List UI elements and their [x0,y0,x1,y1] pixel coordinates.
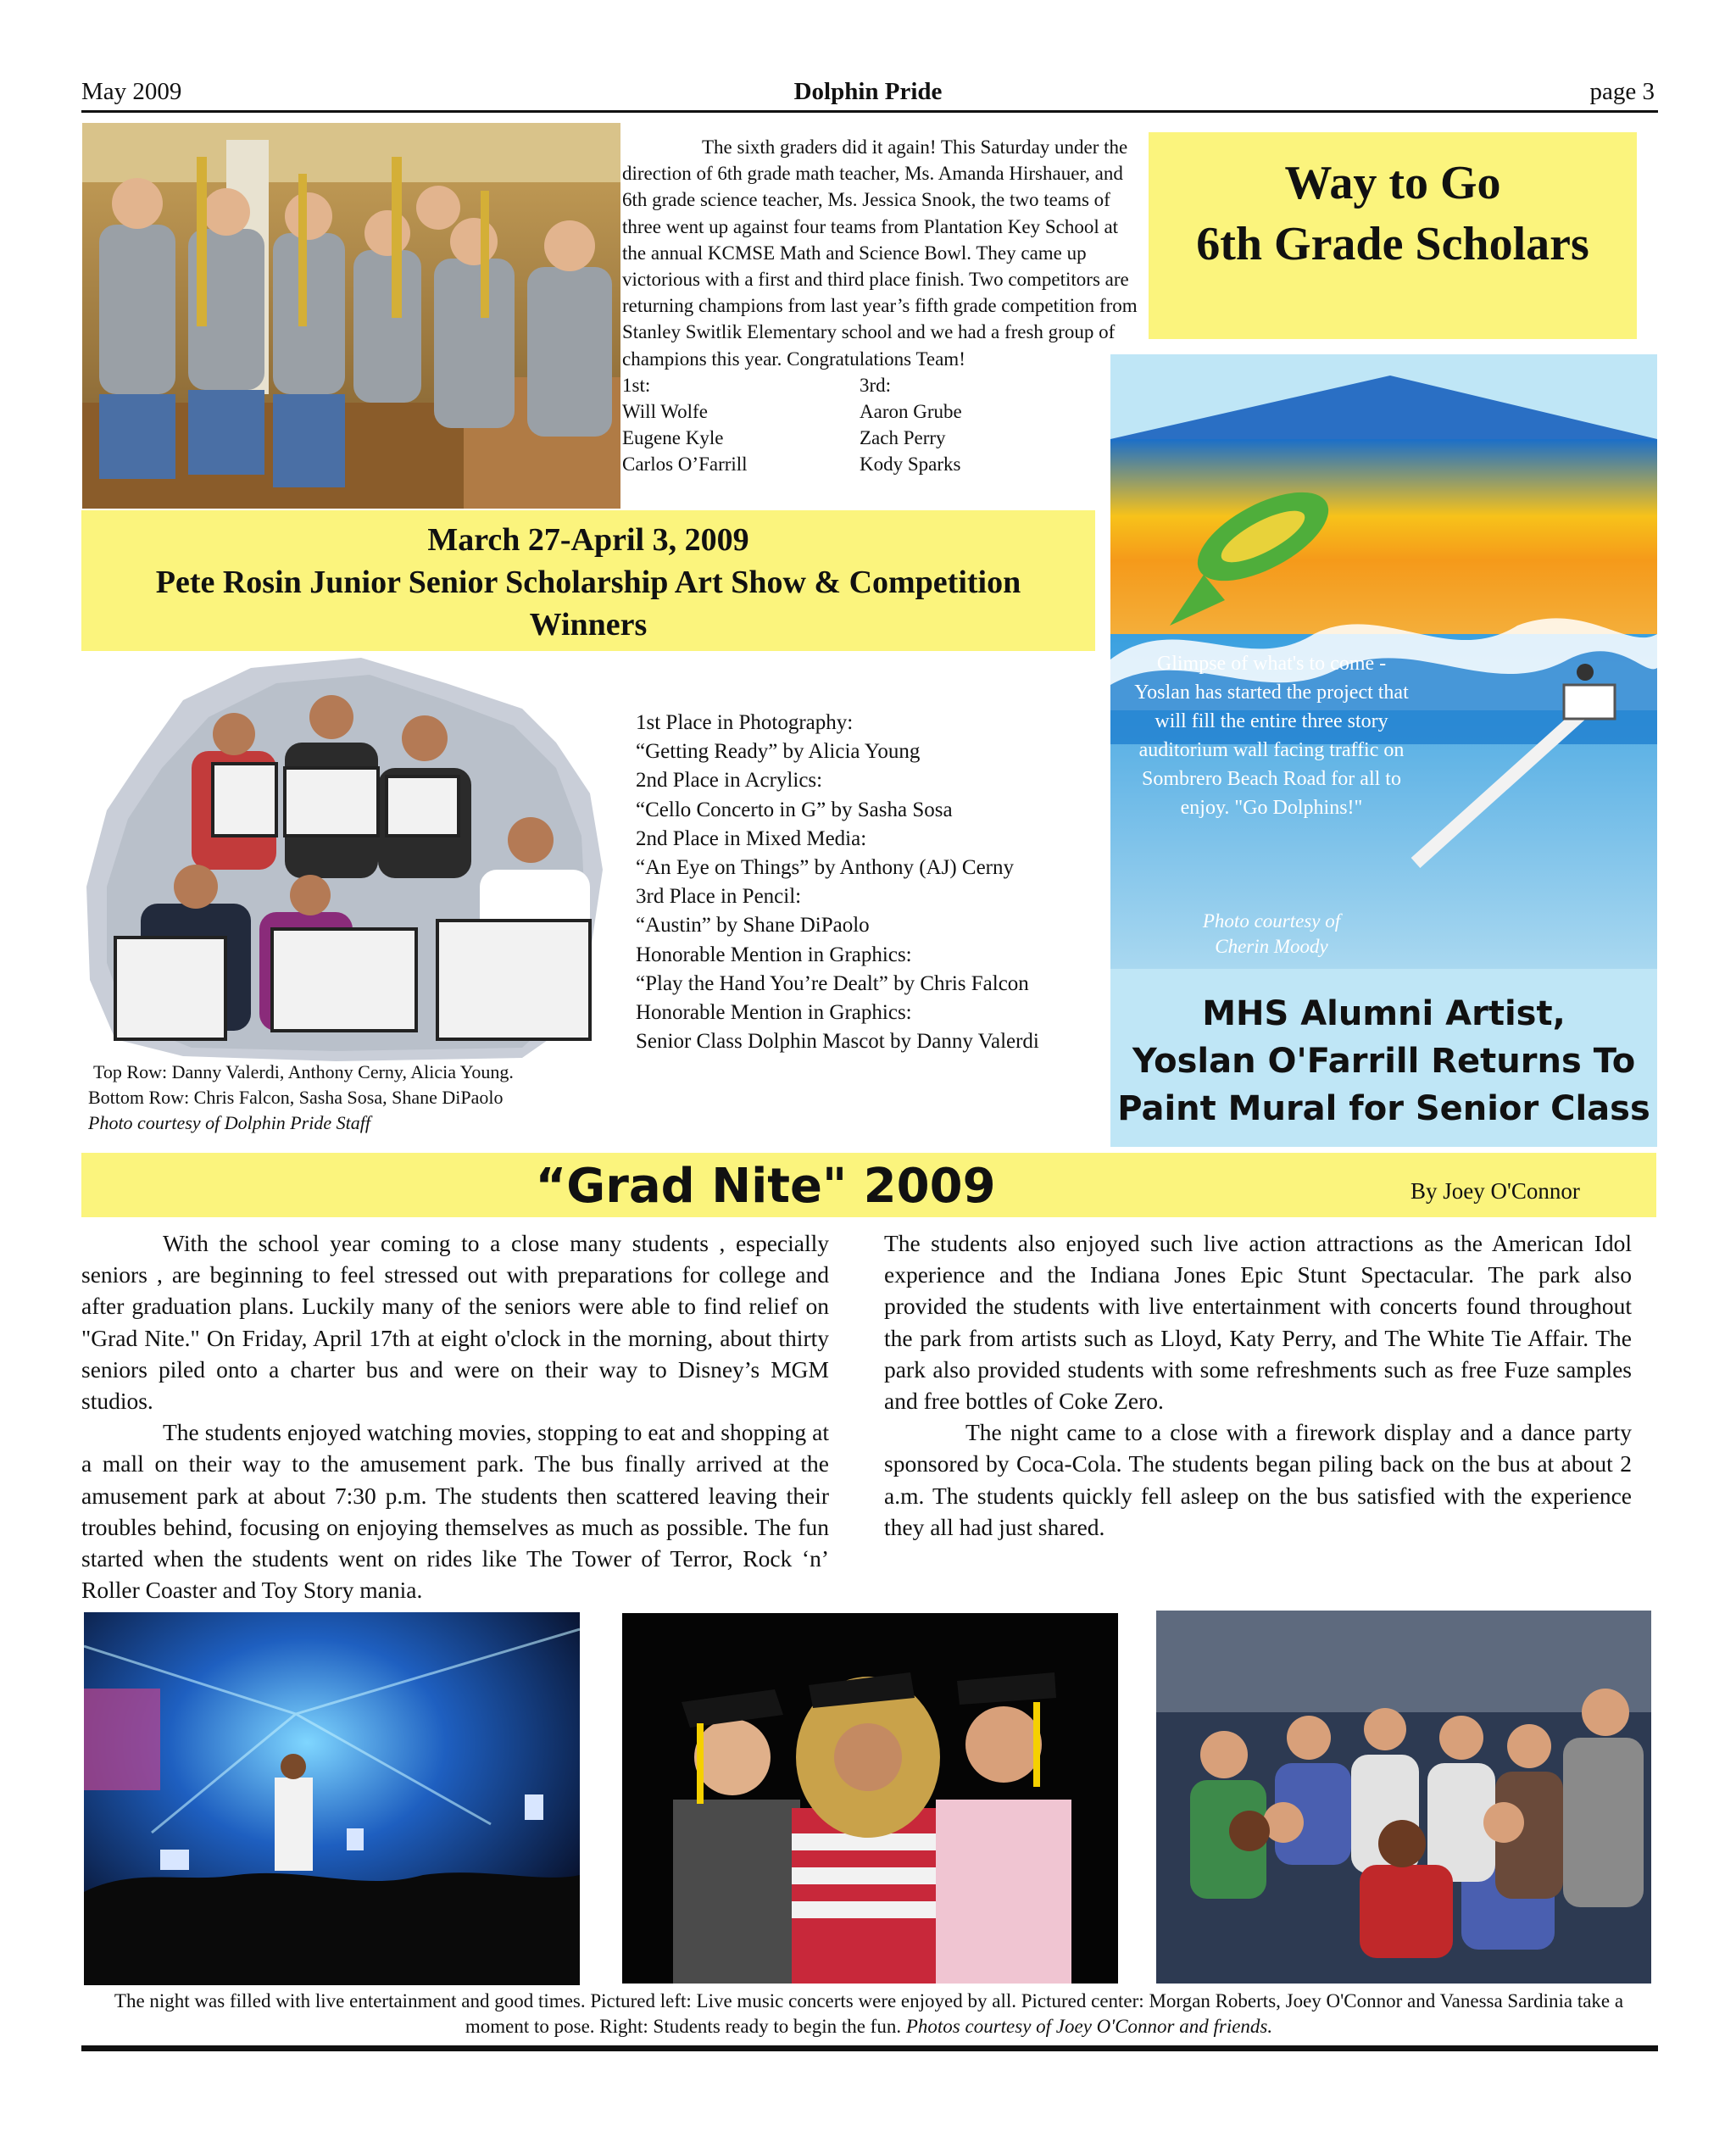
article-paragraph: The students also enjoyed such live action attractions as the American Idol experience and the Indiana Jones Epic Stunt Spectacular. The park also provided the students with live entertainment with concerts found throughout the park from artists such as Lloyd, Katy Perry, and The White Tie Affair. The park also provided students with some refreshments such as free Fuze samples and free bottles of Coke Zero. [884,1230,1632,1415]
art-show-winners: Winners [529,607,648,643]
grad-nite-byline: By Joey O'Connor [1410,1178,1580,1204]
mural-photo-credit [1132,909,1411,960]
grad-nite-title: “Grad Nite" 2009 [535,1159,996,1214]
mural-credit-line1: Photo courtesy of [1202,910,1341,932]
sixth-grade-article [622,134,1139,478]
header-rule [81,110,1658,113]
award-entry: “Cello Concerto in G” by Sasha Sosa [636,798,953,821]
third-place-member: Zach Perry [860,427,946,449]
mural-credit-line2: Cherin Moody [1215,936,1328,957]
award-category: 2nd Place in Mixed Media: [636,826,867,850]
award-category: Honorable Mention in Graphics: [636,1001,912,1025]
grad-nite-photo-credit: Photos courtesy of Joey O'Connor and friends. [905,2016,1273,2037]
third-place-member: Kody Sparks [860,453,961,476]
art-show-headline [81,519,1095,646]
award-category: Honorable Mention in Graphics: [636,943,912,966]
students-group-photo [1156,1611,1651,1984]
three-students-pose-photo [622,1613,1118,1984]
award-entry: “An Eye on Things” by Anthony (AJ) Cerny [636,856,1015,880]
grad-nite-caption-text: The night was filled with live entertainment and good times. Pictured left: Live music concerts were enjoyed by all. Pictured center: Morgan Roberts, Joey O'Connor and Vanessa Sardinia take a moment to pose. Right: Students ready to begin the fun. [114,1990,1624,2037]
mural-caption: Glimpse of what's to come - Yoslan has started the project that will fill the entire three story auditorium wall facing traffic on Sombrero Beach Road for all to enjoy. "Go Dolphins!" [1134,653,1409,819]
art-photo-caption-bottom-row: Bottom Row: Chris Falcon, Sasha Sosa, Shane DiPaolo [88,1087,504,1108]
award-entry: “Play the Hand You’re Dealt” by Chris Falcon [636,971,1029,995]
concert-photo [84,1612,580,1985]
sixth-grade-team-photo [82,123,620,509]
newspaper-title: Dolphin Pride [793,78,943,105]
award-category: 3rd Place in Pencil: [636,885,802,909]
mhs-headline-line3: Paint Mural for Senior Class [1117,1089,1650,1128]
grad-nite-column-left [81,1227,829,1605]
grad-nite-photo-caption [81,1989,1656,2039]
mhs-headline-line1: MHS Alumni Artist, [1202,994,1566,1033]
mhs-headline-line2: Yoslan O'Farrill Returns To [1132,1042,1636,1081]
issue-date: May 2009 [81,78,182,105]
first-place-member: Will Wolfe [622,401,708,423]
award-entry: Senior Class Dolphin Mascot by Danny Valerdi [636,1030,1039,1054]
award-entry: “Austin” by Shane DiPaolo [636,914,870,938]
way-to-go-headline-line2: 6th Grade Scholars [1196,218,1589,270]
art-show-winners-list [636,709,1110,1056]
article-paragraph: With the school year coming to a close many students , especially seniors , are beginning to feel stressed out with preparations for college and after graduation plans. Luckily many of the seniors were able to find relief on "Grad Nite." On Friday, April 17th at eight o'clock in the morning, about thirty seniors piled onto a charter bus and were on their way to Disney’s MGM studios. [81,1230,829,1415]
third-place-label: 3rd: [860,374,892,396]
first-place-label: 1st: [622,374,651,396]
way-to-go-headline-box [1149,132,1637,339]
footer-rule [81,2045,1658,2051]
award-entry: “Getting Ready” by Alicia Young [636,740,921,764]
art-show-title: Pete Rosin Junior Senior Scholarship Art Show & Competition [155,565,1021,600]
article-paragraph: The night came to a close with a firework display and a dance party sponsored by Coca-Cola. The students began piling back on the bus at about 2 a.m. The students quickly fell asleep on the bus satisfied with the experience they all had just shared. [884,1419,1632,1540]
grad-nite-column-right [884,1227,1632,1543]
article-paragraph: The students enjoyed watching movies, stopping to eat and shopping at a mall on their way to the amusement park. The bus finally arrived at the amusement park at about 7:30 p.m. The students then scattered leaving their troubles behind, focusing on enjoying themselves as much as possible. The fun started when the students went on rides like The Tower of Terror, Rock ‘n’ Roller Coaster and Toy Story mania. [81,1419,829,1604]
art-photo-credit: Photo courtesy of Dolphin Pride Staff [88,1112,371,1133]
award-category: 2nd Place in Acrylics: [636,769,823,793]
third-place-member: Aaron Grube [860,401,962,423]
art-show-dates: March 27-April 3, 2009 [427,522,749,558]
sixth-grade-paragraph: The sixth graders did it again! This Saturday under the direction of 6th grade math teacher, Ms. Amanda Hirshauer, and 6th grade science teacher, Ms. Jessica Snook, the two teams of three went up against four teams from Plantation Key School at the annual KCMSE Math and Science Bowl. They came up victorious with a first and third place finish. Two competitors are returning champions from last year’s fifth grade competition from Stanley Switlik Elementary school and we had a fresh group of champions this year. Congratulations Team! [622,136,1138,370]
art-winners-photo [81,649,609,1063]
winners-table [622,372,1139,478]
page-number: page 3 [1589,78,1655,105]
mhs-alumni-headline [1110,990,1657,1132]
first-place-member: Carlos O’Farrill [622,453,748,476]
award-category: 1st Place in Photography: [636,711,854,734]
first-place-member: Eugene Kyle [622,427,724,449]
way-to-go-headline-line1: Way to Go [1284,157,1501,209]
art-photo-caption-top-row: Top Row: Danny Valerdi, Anthony Cerny, Alicia Young. [93,1061,514,1082]
